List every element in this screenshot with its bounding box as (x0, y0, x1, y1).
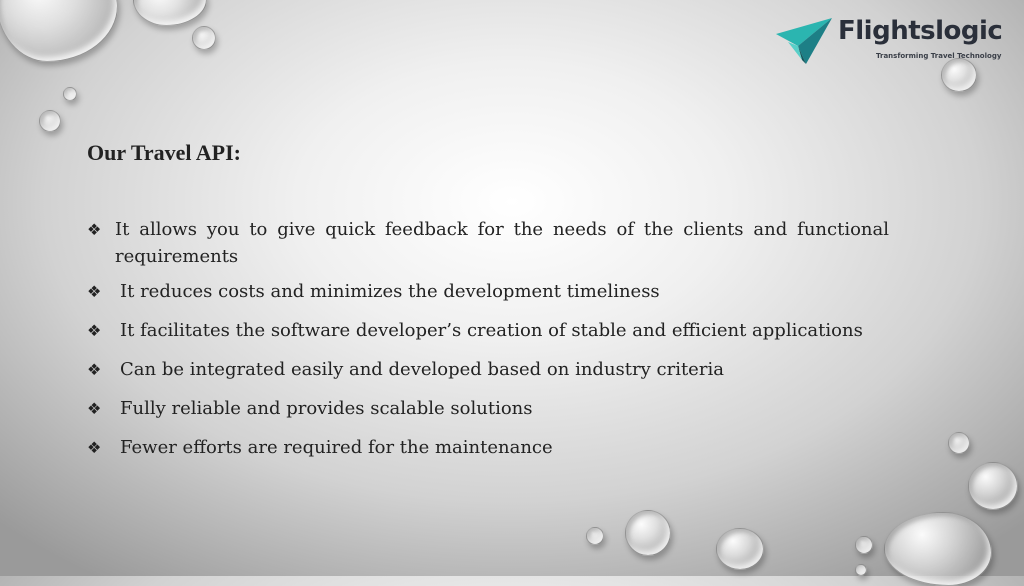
water-droplet (716, 528, 764, 570)
diamond-bullet-icon: ❖ (87, 220, 102, 239)
water-droplet (968, 462, 1018, 510)
water-droplet (0, 0, 118, 62)
list-item (87, 395, 889, 422)
list-item (87, 356, 889, 383)
feature-list (87, 216, 889, 473)
logo-tagline: Transforming Travel Technology (876, 52, 1002, 60)
water-droplet (133, 0, 207, 26)
diamond-bullet-icon: ❖ (87, 399, 102, 418)
water-droplet (586, 527, 604, 545)
list-item-text: It allows you to give quick feedback for the needs of the clients and functional requirements (115, 219, 889, 267)
water-droplet (855, 536, 873, 554)
list-item-text: It reduces costs and minimizes the development timeliness (120, 281, 660, 302)
logo-name: Flightslogic (838, 16, 1003, 46)
diamond-bullet-icon: ❖ (87, 282, 102, 301)
water-droplet (192, 26, 216, 50)
water-droplet (948, 432, 970, 454)
diamond-bullet-icon: ❖ (87, 438, 102, 457)
flightslogic-logo (776, 10, 1006, 70)
list-item (87, 434, 889, 461)
paper-plane-icon (776, 16, 836, 68)
diamond-bullet-icon: ❖ (87, 321, 102, 340)
list-item (87, 317, 889, 344)
list-item-text: Fewer efforts are required for the maintenance (120, 437, 553, 458)
water-droplet (884, 512, 992, 586)
list-item-text: Fully reliable and provides scalable solutions (120, 398, 533, 419)
list-item (87, 216, 889, 270)
slide-heading: Our Travel API: (87, 140, 241, 165)
list-item-text: It facilitates the software developer’s creation of stable and efficient applications (120, 320, 863, 341)
diamond-bullet-icon: ❖ (87, 360, 102, 379)
list-item (87, 278, 889, 305)
list-item-text: Can be integrated easily and developed based on industry criteria (120, 359, 724, 380)
water-droplet (63, 87, 77, 101)
water-droplet (39, 110, 61, 132)
water-droplet (855, 564, 867, 576)
water-droplet (625, 510, 671, 556)
